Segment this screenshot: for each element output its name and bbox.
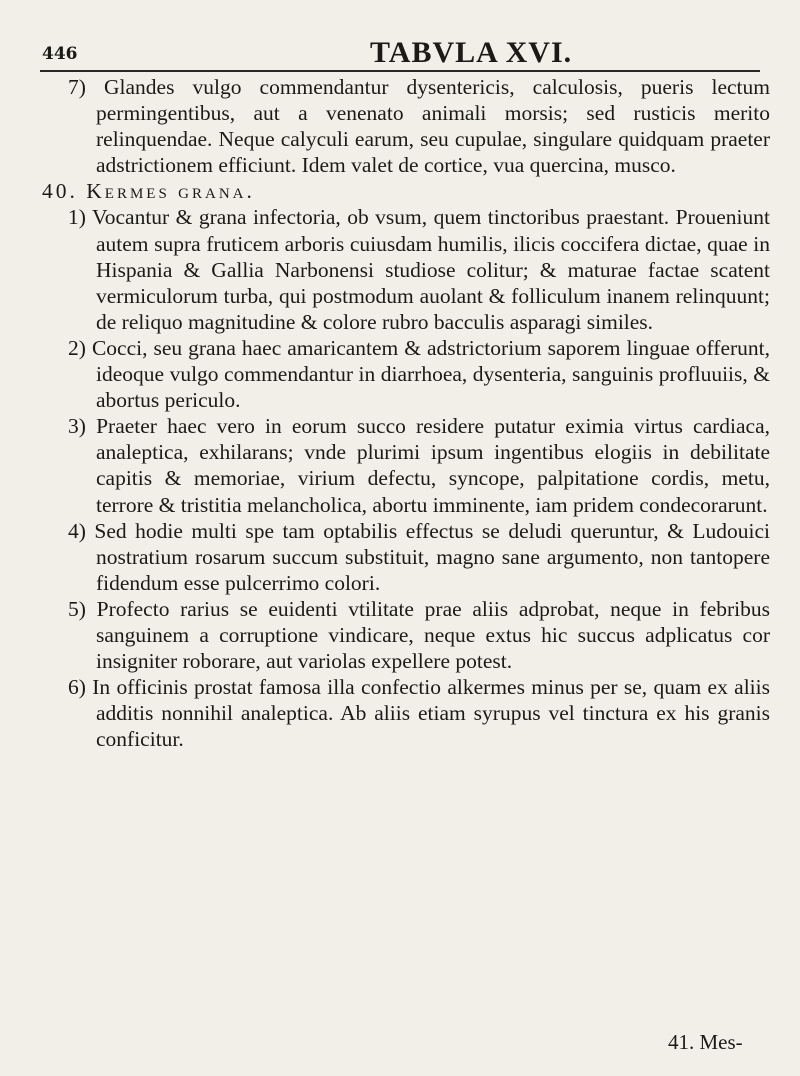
entry-1-vocantur [36, 204, 770, 334]
entry-text: Praeter haec vero in eorum succo residere putatur eximia virtus cardiaca, analeptica, exhilarans; vnde plurimi ipsum ingentibus elogiis in debilitate capitis & memoriae, virium defectu, syncope, palpitatione cordis, metu, terrore & tristitia melancholica, abortu imminente, iam pridem condecorarunt. [96, 414, 771, 517]
entry-3-praeter [36, 413, 770, 517]
entry-4-sed-hodie [36, 518, 770, 596]
entry-7-glandes [36, 74, 770, 178]
entry-text: Cocci, seu grana haec amaricantem & adstrictorium saporem linguae offerunt, ideoque vulgo commendantur in diarrhoea, dysenteria, sanguinis profluuiis, & abortus periculo. [91, 335, 771, 413]
entry-5-profecto [36, 596, 770, 674]
header-rule [40, 70, 760, 72]
entry-text: In officinis prostat famosa illa confectio alkermes minus per se, quam ex aliis additis nonnihil analeptica. Ab aliis etiam syrupus vel tinctura ex his granis conficitur. [92, 675, 770, 752]
entry-2-cocci [36, 335, 770, 413]
entry-6-officinis [36, 674, 770, 752]
section-number: 40. [42, 179, 78, 204]
section-title: Kermes grana. [86, 179, 255, 204]
entry-text: Glandes vulgo commendantur dysentericis, calculosis, pueris lectum permingentibus, aut a venenato animali morsis; sed rusticis merito relinquendae. Neque calyculi earum, seu cupulae, singulare quidquam praeter adstrictionem efficiunt. Idem valet de cortice, vua quercina, musco. [96, 75, 771, 178]
catchword: 41. Mes- [668, 1030, 743, 1054]
entry-number: 1) [68, 205, 86, 230]
running-title: TABVLA XVI. [370, 36, 573, 69]
body-text [36, 74, 770, 752]
entry-text: Profecto rarius se euidenti vtilitate prae aliis adprobat, neque in febribus sanguinem a corruptione vindicare, neque extus hic succus adplicatus cor insigniter roborare, aut variolas expellere potest. [96, 596, 771, 674]
entry-text: Sed hodie multi spe tam optabilis effectus se deludi queruntur, & Ludouici nostratium rosarum succum substituit, magno sane argumento, non tantopere fidendum esse pulcerrimo colori. [94, 518, 770, 595]
entry-text: Vocantur & grana infectoria, ob vsum, quem tinctoribus praestant. Proueniunt autem supra fruticem arboris cuiusdam humilis, ilicis coccifera dictae, quae in Hispania & Gallia Narbonensi studiose colitur; & maturae factae scatent vermiculorum turba, qui postmodum auolant & folliculum inanem relinquunt; de reliquo magnitudine & colore rubro bacculis asparagi similes. [91, 205, 770, 334]
section-heading-kermes [36, 178, 770, 204]
page-header [42, 36, 762, 70]
entry-number: 6) [68, 675, 86, 700]
entry-number: 5) [68, 596, 86, 621]
entry-number: 7) [68, 75, 86, 99]
entry-number: 2) [68, 335, 86, 360]
page-number: 446 [42, 44, 78, 64]
entry-number: 3) [68, 414, 86, 439]
entry-number: 4) [68, 518, 86, 543]
